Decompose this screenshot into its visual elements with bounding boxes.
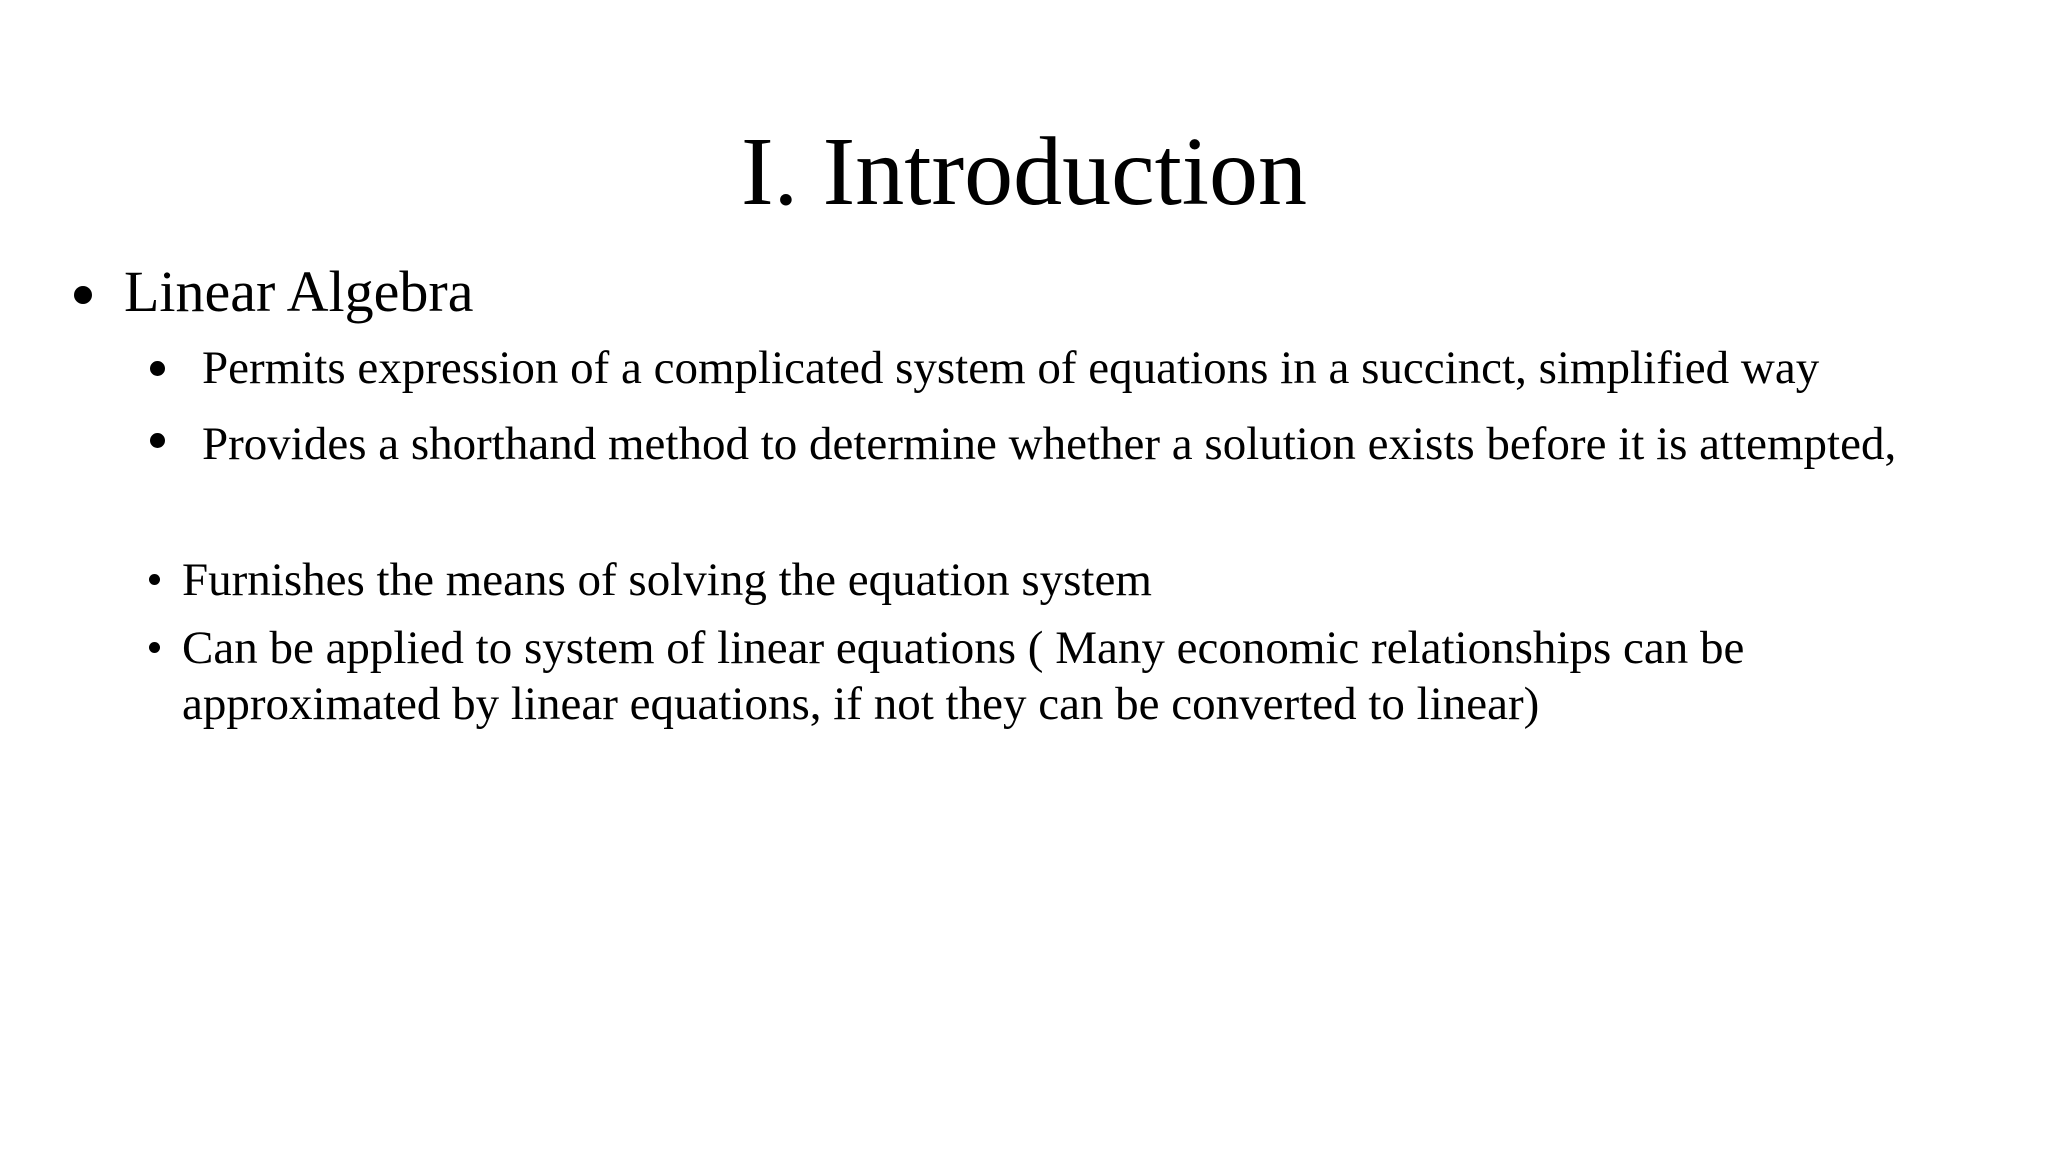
slide-title: I. Introduction — [740, 118, 1308, 226]
sub-bullet-furnishes-means: Furnishes the means of solving the equation system — [182, 554, 1152, 606]
bullet-dot — [150, 361, 165, 376]
bullet-dot — [150, 433, 165, 448]
sub-bullet-permits-expression: Permits expression of a complicated system of equations in a succinct, simplified way — [202, 342, 1820, 394]
bullet-dot — [149, 642, 160, 653]
sub-bullet-linear-equations: Can be applied to system of linear equations ( Many economic relationships can be approximated by linear equations, if not they can be converted to linear) — [182, 622, 1745, 730]
bullet-dot — [149, 574, 160, 585]
bullet-dot — [74, 286, 92, 304]
sub-bullet-shorthand-method: Provides a shorthand method to determine whether a solution exists before it is attempted, — [202, 418, 1897, 470]
bullet-linear-algebra: Linear Algebra — [124, 259, 474, 324]
